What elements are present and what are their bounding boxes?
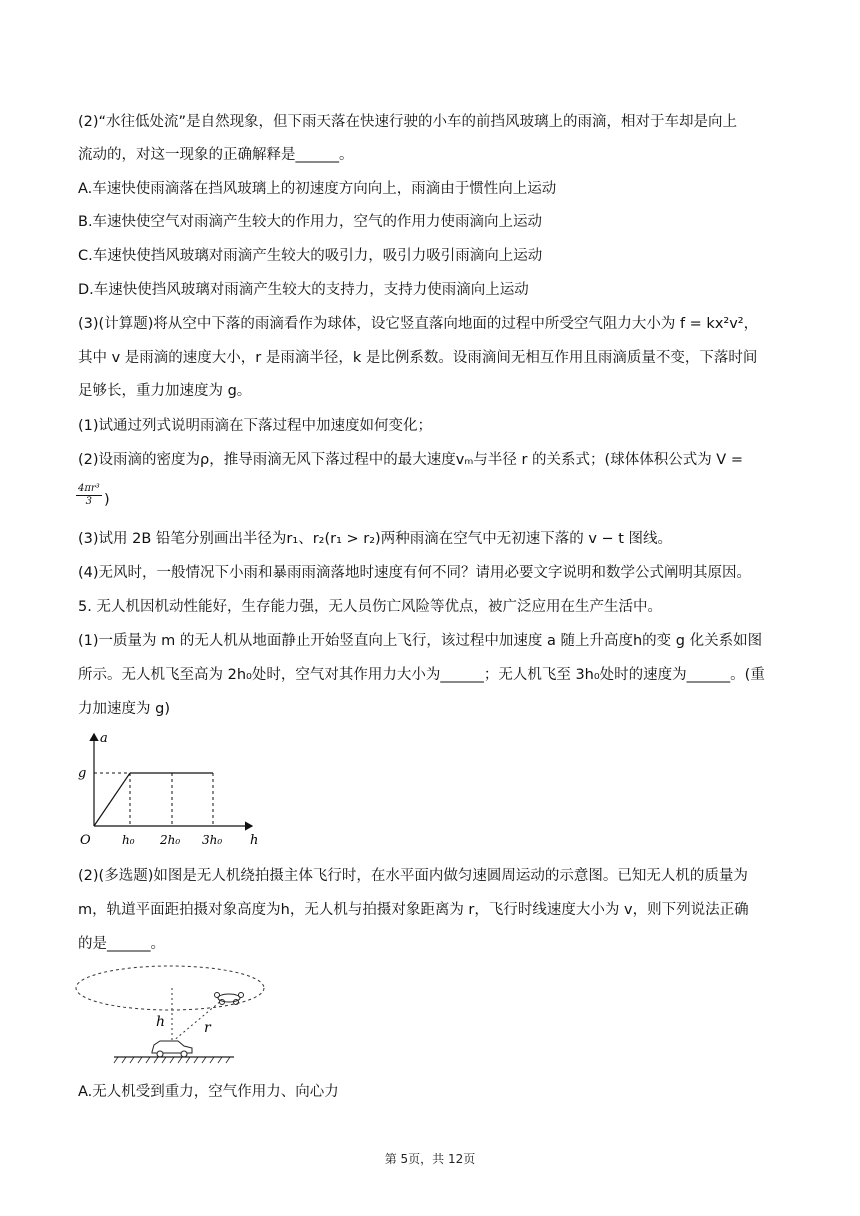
q3-stem-line2: 其中 v 是雨滴的速度大小，r 是雨滴半径，k 是比例系数。设雨滴间无相互作用且雨滴质量不变，下落时间 bbox=[78, 350, 758, 366]
orbit-ellipse bbox=[76, 966, 264, 1010]
q5-1-line3: 力加速度为 g) bbox=[78, 701, 170, 717]
distance-label: r bbox=[204, 1020, 211, 1036]
q3-sub1: (1)试通过列式说明雨滴在下落过程中加速度如何变化； bbox=[78, 418, 433, 434]
acceleration-height-graph bbox=[74, 728, 274, 852]
q5-title: 5. 无人机因机动性能好，生存能力强，无人员伤亡风险等优点，被广泛应用在生产生活中。 bbox=[78, 599, 662, 615]
q5-1-line1: (1)一质量为 m 的无人机从地面静止开始竖直向上飞行，该过程中加速度 a 随上升高度h的变 g 化关系如图 bbox=[78, 633, 763, 649]
height-label: h bbox=[156, 1014, 166, 1030]
q2-option-b: B.车速快使空气对雨滴产生较大的作用力，空气的作用力使雨滴向上运动 bbox=[78, 214, 543, 230]
q3-sub2: (2)设雨滴的密度为ρ，推导雨滴无风下落过程中的最大速度vₘ与半径 r 的关系式；(球体体积公式为 V = bbox=[78, 452, 743, 468]
formula-numerator: 4πr³ bbox=[78, 483, 100, 494]
q2-option-c: C.车速快使挡风玻璃对雨滴产生较大的吸引力，吸引力吸引雨滴向上运动 bbox=[78, 248, 543, 264]
q3-sub3: (3)试用 2B 铅笔分别画出半径为r₁、r₂(r₁ > r₂)两种雨滴在空气中无初速下落的 v − t 图线。 bbox=[78, 531, 673, 547]
formula-close-paren: ) bbox=[104, 492, 110, 508]
q2-stem-line1: (2)“水往低处流”是自然现象，但下雨天落在快速行驶的小车的前挡风玻璃上的雨滴，相对于车却是向上 bbox=[78, 114, 738, 130]
origin-label: O bbox=[80, 833, 91, 848]
accel-rise-line bbox=[94, 773, 130, 826]
car-icon bbox=[152, 1041, 192, 1057]
q5-2-option-a: A.无人机受到重力，空气作用力、向心力 bbox=[78, 1084, 339, 1100]
q5-2-line2: m，轨道平面距拍摄对象高度为h，无人机与拍摄对象距离为 r，飞行时线速度大小为 v，则下列说法正确 bbox=[78, 902, 749, 918]
drone-orbit-diagram bbox=[74, 960, 274, 1070]
q3-stem-line1: (3)(计算题)将从空中下落的雨滴看作为球体，设它竖直落向地面的过程中所受空气阻力大小为 f = kx²v²， bbox=[78, 316, 759, 332]
q2-option-a: A.车速快使雨滴落在挡风玻璃上的初速度方向向上，雨滴由于惯性向上运动 bbox=[78, 181, 557, 197]
q2-option-d: D.车速快使挡风玻璃对雨滴产生较大的支持力，支持力使雨滴向上运动 bbox=[78, 282, 529, 298]
x-tick-h0: h₀ bbox=[122, 833, 135, 847]
volume-formula bbox=[76, 483, 102, 508]
q5-2-line3: 的是______。 bbox=[78, 936, 165, 952]
q3-stem-line3: 足够长，重力加速度为 g。 bbox=[78, 383, 252, 399]
q3-sub4: (4)无风时，一般情况下小雨和暴雨雨滴落地时速度有何不同？请用必要文字说明和数学公式阐明其原因。 bbox=[78, 565, 752, 581]
y-tick-g: g bbox=[78, 766, 87, 781]
ground-hatch bbox=[114, 1057, 230, 1063]
q5-2-line1: (2)(多选题)如图是无人机绕拍摄主体飞行时，在水平面内做匀速圆周运动的示意图。已知无人机的质量为 bbox=[78, 868, 748, 884]
formula-denominator: 3 bbox=[85, 496, 93, 507]
x-axis-label: h bbox=[250, 833, 259, 848]
y-axis-label: a bbox=[100, 731, 108, 746]
page-footer: 第 5页，共 12页 bbox=[384, 1152, 476, 1166]
distance-dashed-line bbox=[172, 1000, 222, 1042]
x-tick-2h0: 2h₀ bbox=[160, 833, 181, 847]
q2-stem-line2: 流动的，对这一现象的正确解释是______。 bbox=[78, 147, 354, 163]
q5-1-line2: 所示。无人机飞至高为 2h₀处时，空气对其作用力大小为______；无人机飞至 3h₀处时的速度为______。(重 bbox=[78, 667, 765, 683]
x-tick-3h0: 3h₀ bbox=[202, 833, 223, 847]
